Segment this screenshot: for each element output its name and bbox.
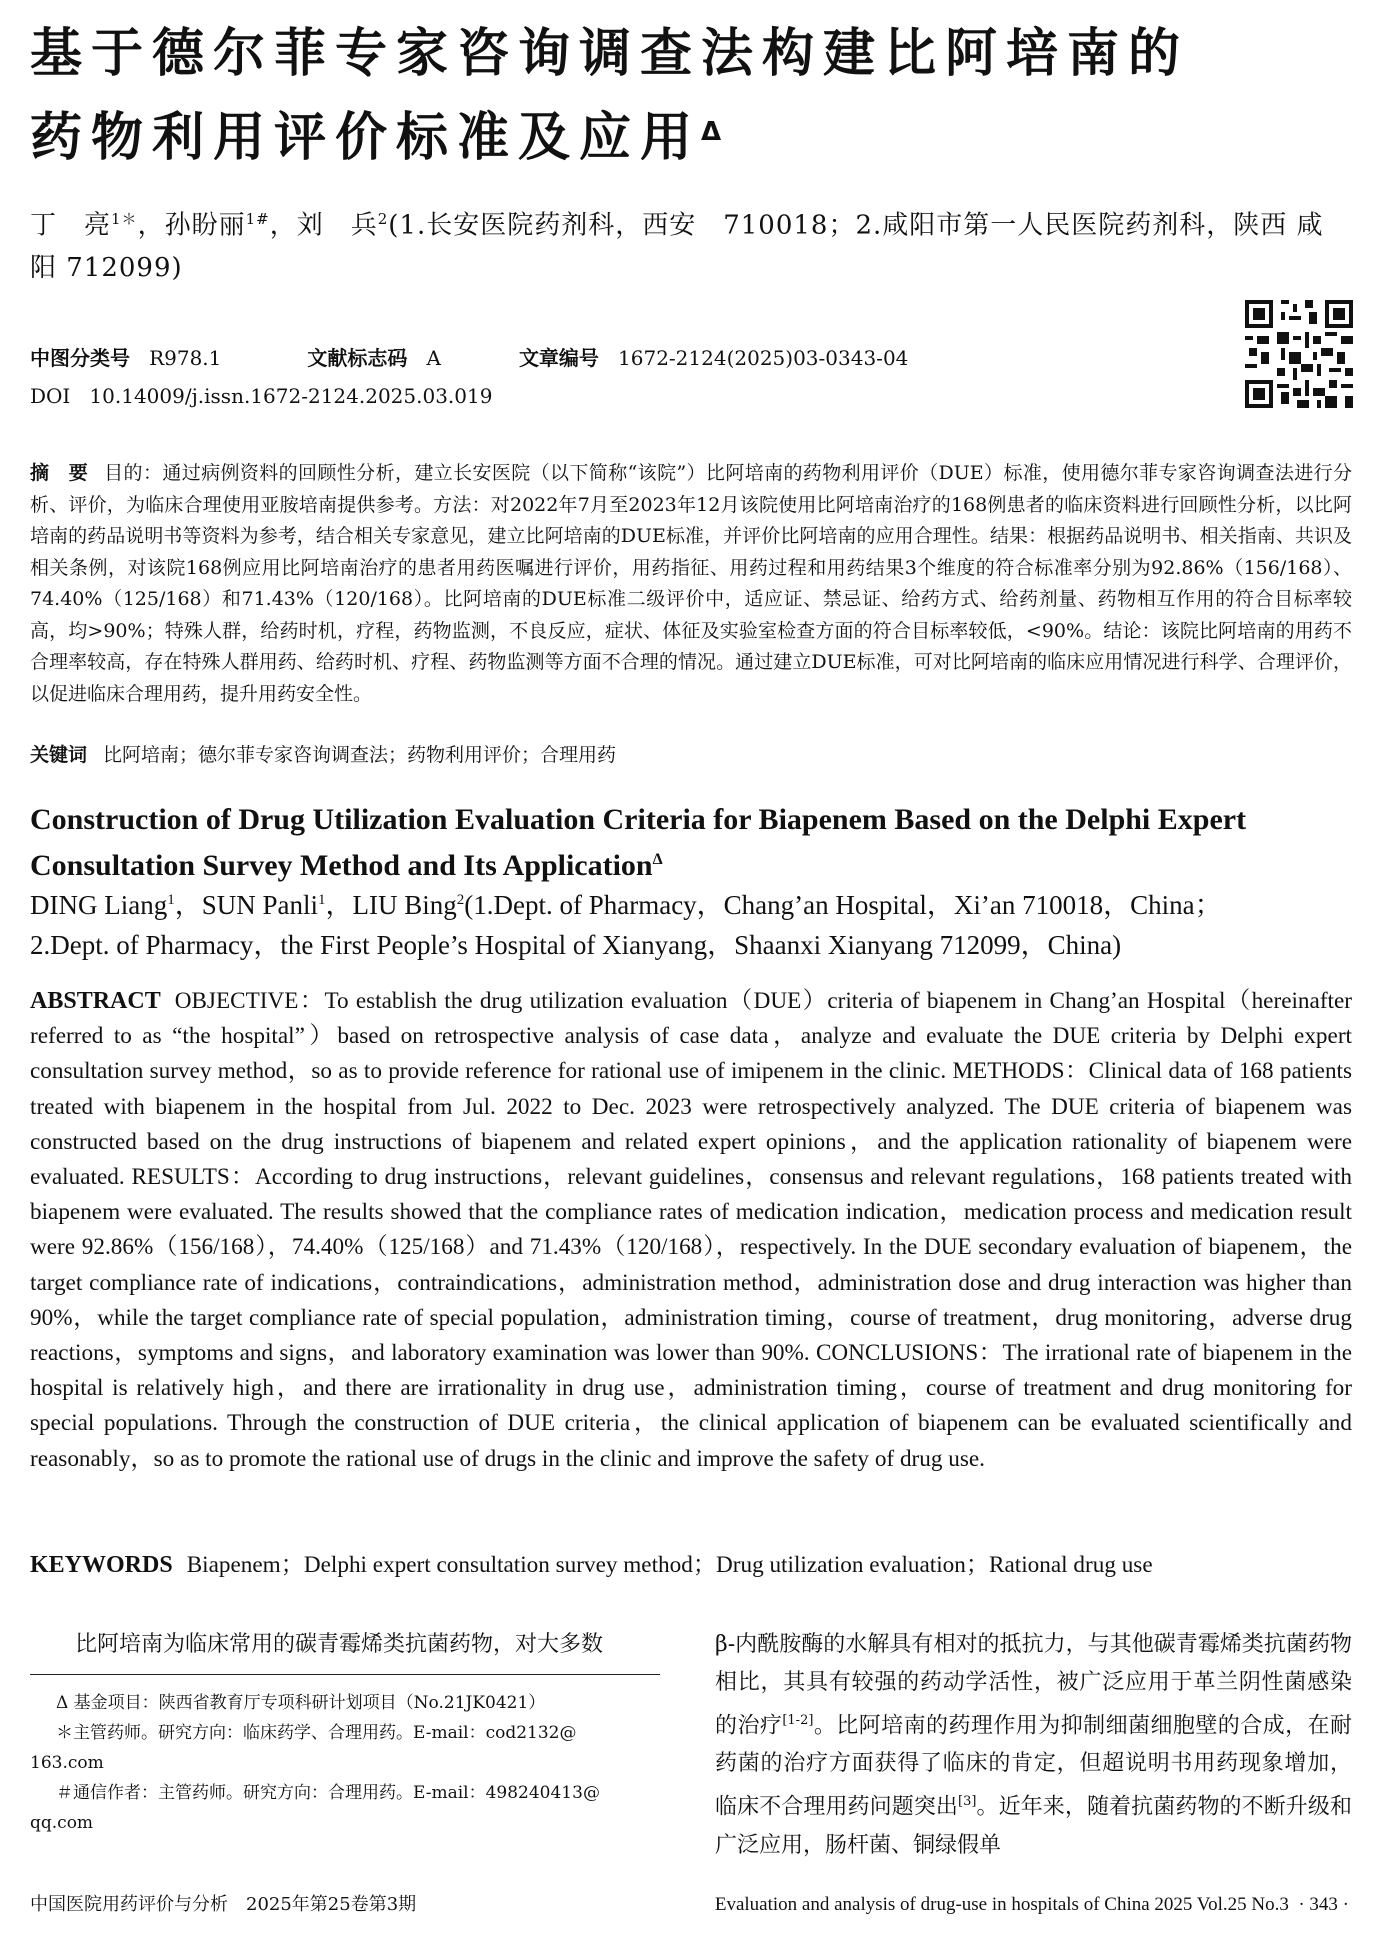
body-right-column: β-内酰胺酶的水解具有相对的抵抗力，与其他碳青霉烯类抗菌药物相比，其具有较强的药动学活性，被广泛应用于革兰阴性菌感染的治疗[1-2]。比阿培南的药理作用为抑制细菌细胞壁的合成，在耐药菌的治疗方面获得了临床的肯定，但超说明书用药现象增加，临床不合理用药问题突出[3]。近年来，随着抗菌药物的不断升级和广泛应用，肠杆菌、铜绿假单 [715, 1632, 1352, 1858]
body-left-column: 比阿培南为临床常用的碳青霉烯类抗菌药物，对大多数 [75, 1632, 604, 1657]
footnote-divider [30, 1674, 660, 1675]
fund-footnote: Δ 基金项目：陕西省教育厅专项科研计划项目（No.21JK0421） [56, 1693, 546, 1713]
qr-code-icon[interactable] [1245, 300, 1353, 408]
page-number: · 343 · [1298, 1894, 1349, 1915]
citation-ref[interactable]: [1-2] [782, 1713, 814, 1728]
title-fund-mark: Δ [701, 117, 722, 147]
title-line-2: 药物利用评价标准及应用$^\Delta$ [30, 108, 722, 168]
first-author-footnote: ＊主管药师。研究方向：临床药学、合理用药。E-mail：cod2132@ [56, 1723, 577, 1743]
journal-footer-en: Evaluation and analysis of drug-use in hospitals of China 2025 Vol.25 No.3 · 343 · [714, 1894, 1349, 1915]
english-abstract: ABSTRACT OBJECTIVE：To establish the drug utilization evaluation（DUE）criteria of biapenem in Chang’an Hospital（hereinafter referred to as “the hospital”）based on retrospective analysis of case data，analyze and evaluate the DUE criteria by Delphi expert consultation survey method，so as to provide reference for rational use of imipenem in the clinic. METHODS：Clinical data of 168 patients treated with biapenem in the hospital from Jul. 2022 to Dec. 2023 were retrospectively analyzed. The DUE criteria of biapenem was constructed based on the drug instructions of biapenem and related expert opinions，and the application rationality of biapenem were evaluated. RESULTS：According to drug instructions，relevant guidelines，consensus and relevant regulations，168 patients treated with biapenem were evaluated. The results showed that the compliance rates of medication indication，medication process and medication result were 92.86%（156/168），74.40%（125/168）and 71.43%（120/168），respectively. In the DUE secondary evaluation of biapenem，the target compliance rate of indications，contraindications，administration method，administration dose and drug interaction was higher than 90%，while the target compliance rate of special population，administration timing，course of treatment，drug monitoring，adverse drug reactions，symptoms and signs，and laboratory examination was lower than 90%. CONCLUSIONS：The irrational rate of biapenem in the hospital is relatively high，and there are irrationality in drug use，administration timing，course of treatment and drug monitoring for special populations. Through the construction of DUE criteria，the clinical application of biapenem can be evaluated scientifically and reasonably，so as to promote the rational use of drugs in the clinic and improve the safety of drug use. [30, 988, 1352, 1472]
title-line-1: 基于德尔菲专家咨询调查法构建比阿培南的 [30, 24, 1190, 84]
author-1: 丁 亮 [30, 210, 112, 241]
classification-line: 中图分类号 R978.1 文献标志码 A 文章编号 1672-2124(2025)03-0343-04 [30, 346, 909, 370]
journal-footer-cn: 中国医院用药评价与分析 2025年第25卷第3期 [30, 1894, 417, 1915]
author-3: ，刘 兵 [269, 210, 378, 241]
footnotes: Δ 基金项目：陕西省教育厅专项科研计划项目（No.21JK0421） ＊主管药师。研究方向：临床药学、合理用药。E-mail：cod2132@ 163.com ＃通信作者：主管药师。研究方向：合理用药。E-mail：498240413@ qq.com [56, 1688, 656, 1838]
author-line: 丁 亮$^{1*}$，孙盼丽$^{1\#}$，刘 兵$^2$(1.长安医院药剂科，西安 710018；2.咸阳市第一人民医院药剂科，陕西 咸阳 712099) [30, 210, 1324, 283]
corresponding-author-footnote: ＃通信作者：主管药师。研究方向：合理用药。E-mail：498240413@ [56, 1783, 600, 1803]
chinese-abstract: 摘 要 目的：通过病例资料的回顾性分析，建立长安医院（以下简称“该院”）比阿培南的药物利用评价（DUE）标准，使用德尔菲专家咨询调查法进行分析、评价，为临床合理使用亚胺培南提供参考。方法：对2022年7月至2023年12月该院使用比阿培南治疗的168例患者的临床资料进行回顾性分析，以比阿培南的药品说明书等资料为参考，结合相关专家意见，建立比阿培南的DUE标准，并评价比阿培南的应用合理性。结果：根据药品说明书、相关指南、共识及相关条例，对该院168例应用比阿培南治疗的患者用药医嘱进行评价，用药指征、用药过程和用药结果3个维度的符合标准率分别为92.86%（156/168）、74.40%（125/168）和71.43%（120/168）。比阿培南的DUE标准二级评价中，适应证、禁忌证、给药方式、给药剂量、药物相互作用的符合目标率较高，均>90%；特殊人群，给药时机，疗程，药物监测，不良反应，症状、体征及实验室检查方面的符合目标率较低，<90%。结论：该院比阿培南的用药不合理率较高，存在特殊人群用药、给药时机、疗程、药物监测等方面不合理的情况。通过建立DUE标准，可对比阿培南的临床应用情况进行科学、合理评价，以促进临床合理用药，提升用药安全性。 [30, 462, 1352, 705]
article-title [30, 12, 1350, 180]
english-keywords: KEYWORDS Biapenem；Delphi expert consultation survey method；Drug utilization evaluation；Rational drug use [30, 1552, 1153, 1578]
doi-link[interactable]: 10.14009/j.issn.1672-2124.2025.03.019 [89, 384, 493, 408]
doi-line: DOI 10.14009/j.issn.1672-2124.2025.03.019 [30, 384, 493, 408]
english-title: Construction of Drug Utilization Evaluation Criteria for Biapenem Based on the Delphi Expert Consultation Survey Method and Its Application$^\Delta$ [30, 803, 1247, 882]
english-authors: DING Liang$^1$，SUN Panli$^1$，LIU Bing$^2$(1.Dept. of Pharmacy，Chang’an Hospital，Xi’an 710018，China； 2.Dept. of Pharmacy，the First People’s Hospital of Xianyang，Shaanxi Xianyang 712099，China) [30, 890, 1222, 960]
author-affiliation: (1.长安医院药剂科，西安 710018；2.咸阳市第一人民医院药剂科，陕西 咸阳 712099) [30, 210, 1324, 283]
chinese-keywords: 关键词 比阿培南；德尔菲专家咨询调查法；药物利用评价；合理用药 [30, 744, 617, 766]
citation-ref[interactable]: [3] [958, 1794, 977, 1810]
author-2: ，孙盼丽 [137, 210, 246, 241]
